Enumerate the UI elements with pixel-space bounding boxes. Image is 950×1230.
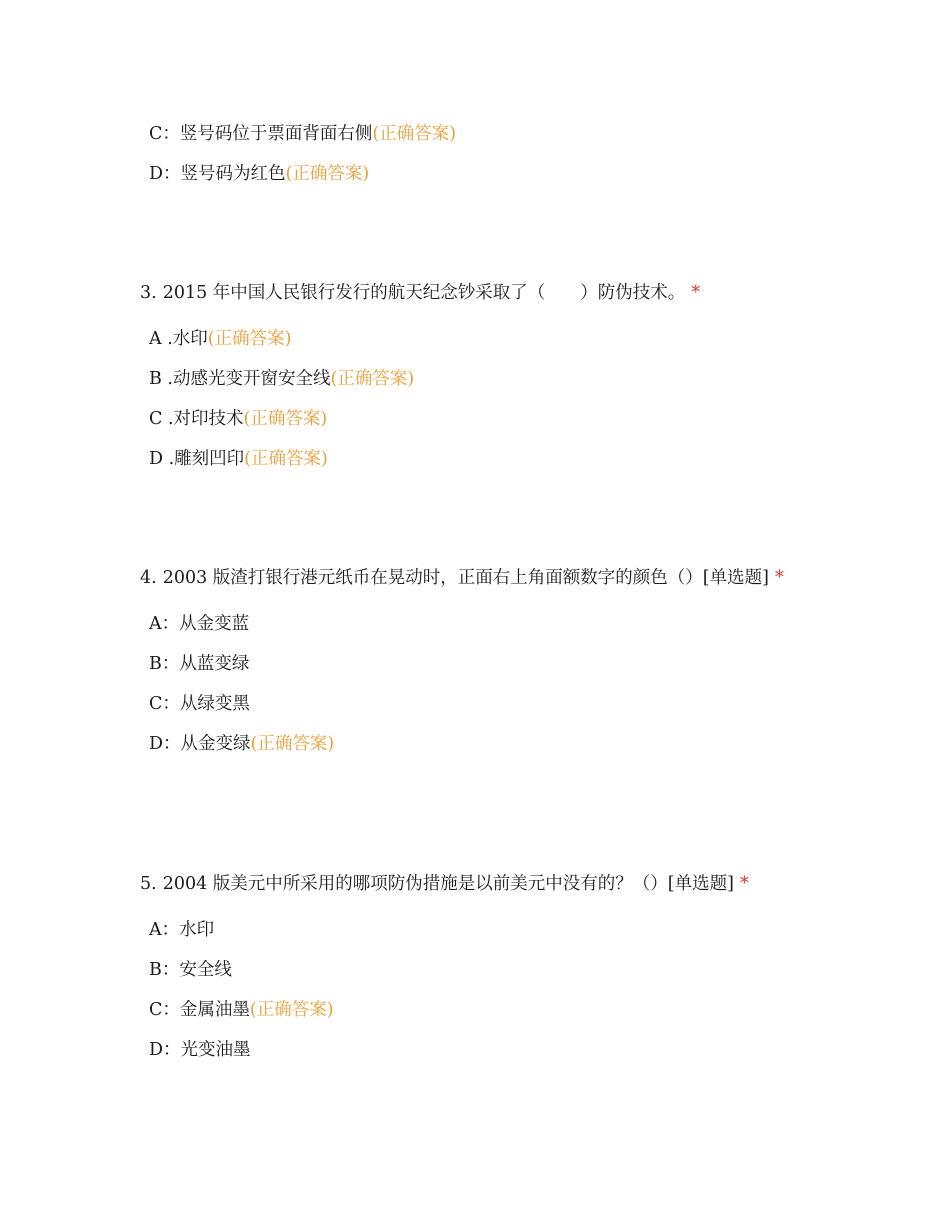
option-key: D：	[149, 1040, 181, 1060]
option-text: 从蓝变绿	[179, 654, 250, 674]
option-text: 对印技术	[173, 409, 244, 429]
option-key: C .	[149, 409, 174, 429]
option-key: C：	[149, 124, 180, 144]
option-text: 竖号码为红色	[180, 164, 286, 184]
required-mark: *	[739, 874, 749, 894]
q5-title	[140, 872, 749, 896]
option-key: A：	[149, 614, 180, 634]
correct-answer-marker: (正确答案)	[285, 164, 370, 184]
option-text: 从金变绿	[180, 734, 251, 754]
q2-option-c	[149, 122, 456, 146]
correct-answer-marker: (正确答案)	[372, 124, 457, 144]
option-text: 雕刻凹印	[174, 449, 245, 469]
q4-option-c	[149, 692, 250, 716]
option-text: 竖号码位于票面背面右侧	[179, 124, 373, 144]
q4-title	[140, 566, 784, 590]
q5-option-a	[149, 918, 214, 942]
q3-title	[140, 281, 700, 305]
correct-answer-marker: (正确答案)	[207, 329, 292, 349]
q4-option-d	[149, 732, 334, 756]
option-key: A：	[149, 920, 180, 940]
option-text: 金属油墨	[179, 1000, 250, 1020]
option-key: D：	[149, 734, 181, 754]
option-text: 水印	[179, 920, 215, 940]
option-key: D：	[149, 164, 181, 184]
option-text: 动感光变开窗安全线	[173, 369, 331, 389]
required-mark: *	[691, 283, 701, 303]
option-key: C：	[149, 1000, 180, 1020]
option-text: 安全线	[179, 960, 232, 980]
option-key: B：	[149, 654, 180, 674]
correct-answer-marker: (正确答案)	[249, 1000, 334, 1020]
q3-option-c	[149, 407, 327, 431]
q5-option-d	[149, 1038, 251, 1062]
correct-answer-marker: (正确答案)	[330, 369, 415, 389]
q4-option-a	[149, 612, 249, 636]
option-key: C：	[149, 694, 180, 714]
question-text: 2015 年中国人民银行发行的航天纪念钞采取了（ ）防伪技术。	[162, 283, 686, 303]
correct-answer-marker: (正确答案)	[243, 409, 328, 429]
q5-option-c	[149, 998, 334, 1022]
q3-option-d	[149, 447, 328, 471]
option-key: D .	[149, 449, 175, 469]
question-number: 5.	[140, 874, 157, 894]
question-number: 4.	[140, 568, 157, 588]
option-key: A .	[149, 329, 173, 349]
option-text: 从绿变黑	[179, 694, 250, 714]
question-text: 2004 版美元中所采用的哪项防伪措施是以前美元中没有的？（）[单选题]	[162, 874, 734, 894]
option-key: B .	[149, 369, 173, 389]
correct-answer-marker: (正确答案)	[244, 449, 328, 469]
q4-option-b	[149, 652, 249, 676]
option-key: B：	[149, 960, 180, 980]
required-mark: *	[774, 568, 784, 588]
q3-option-a	[149, 327, 291, 351]
option-text: 从金变蓝	[179, 614, 250, 634]
q5-option-b	[149, 958, 232, 982]
q3-option-b	[149, 367, 414, 391]
question-number: 3.	[140, 283, 157, 303]
option-text: 水印	[172, 329, 208, 349]
correct-answer-marker: (正确答案)	[250, 734, 335, 754]
q2-option-d	[149, 162, 369, 186]
question-text: 2003 版渣打银行港元纸币在晃动时，正面右上角面额数字的颜色（）[单选题]	[162, 568, 769, 588]
option-text: 光变油墨	[180, 1040, 251, 1060]
